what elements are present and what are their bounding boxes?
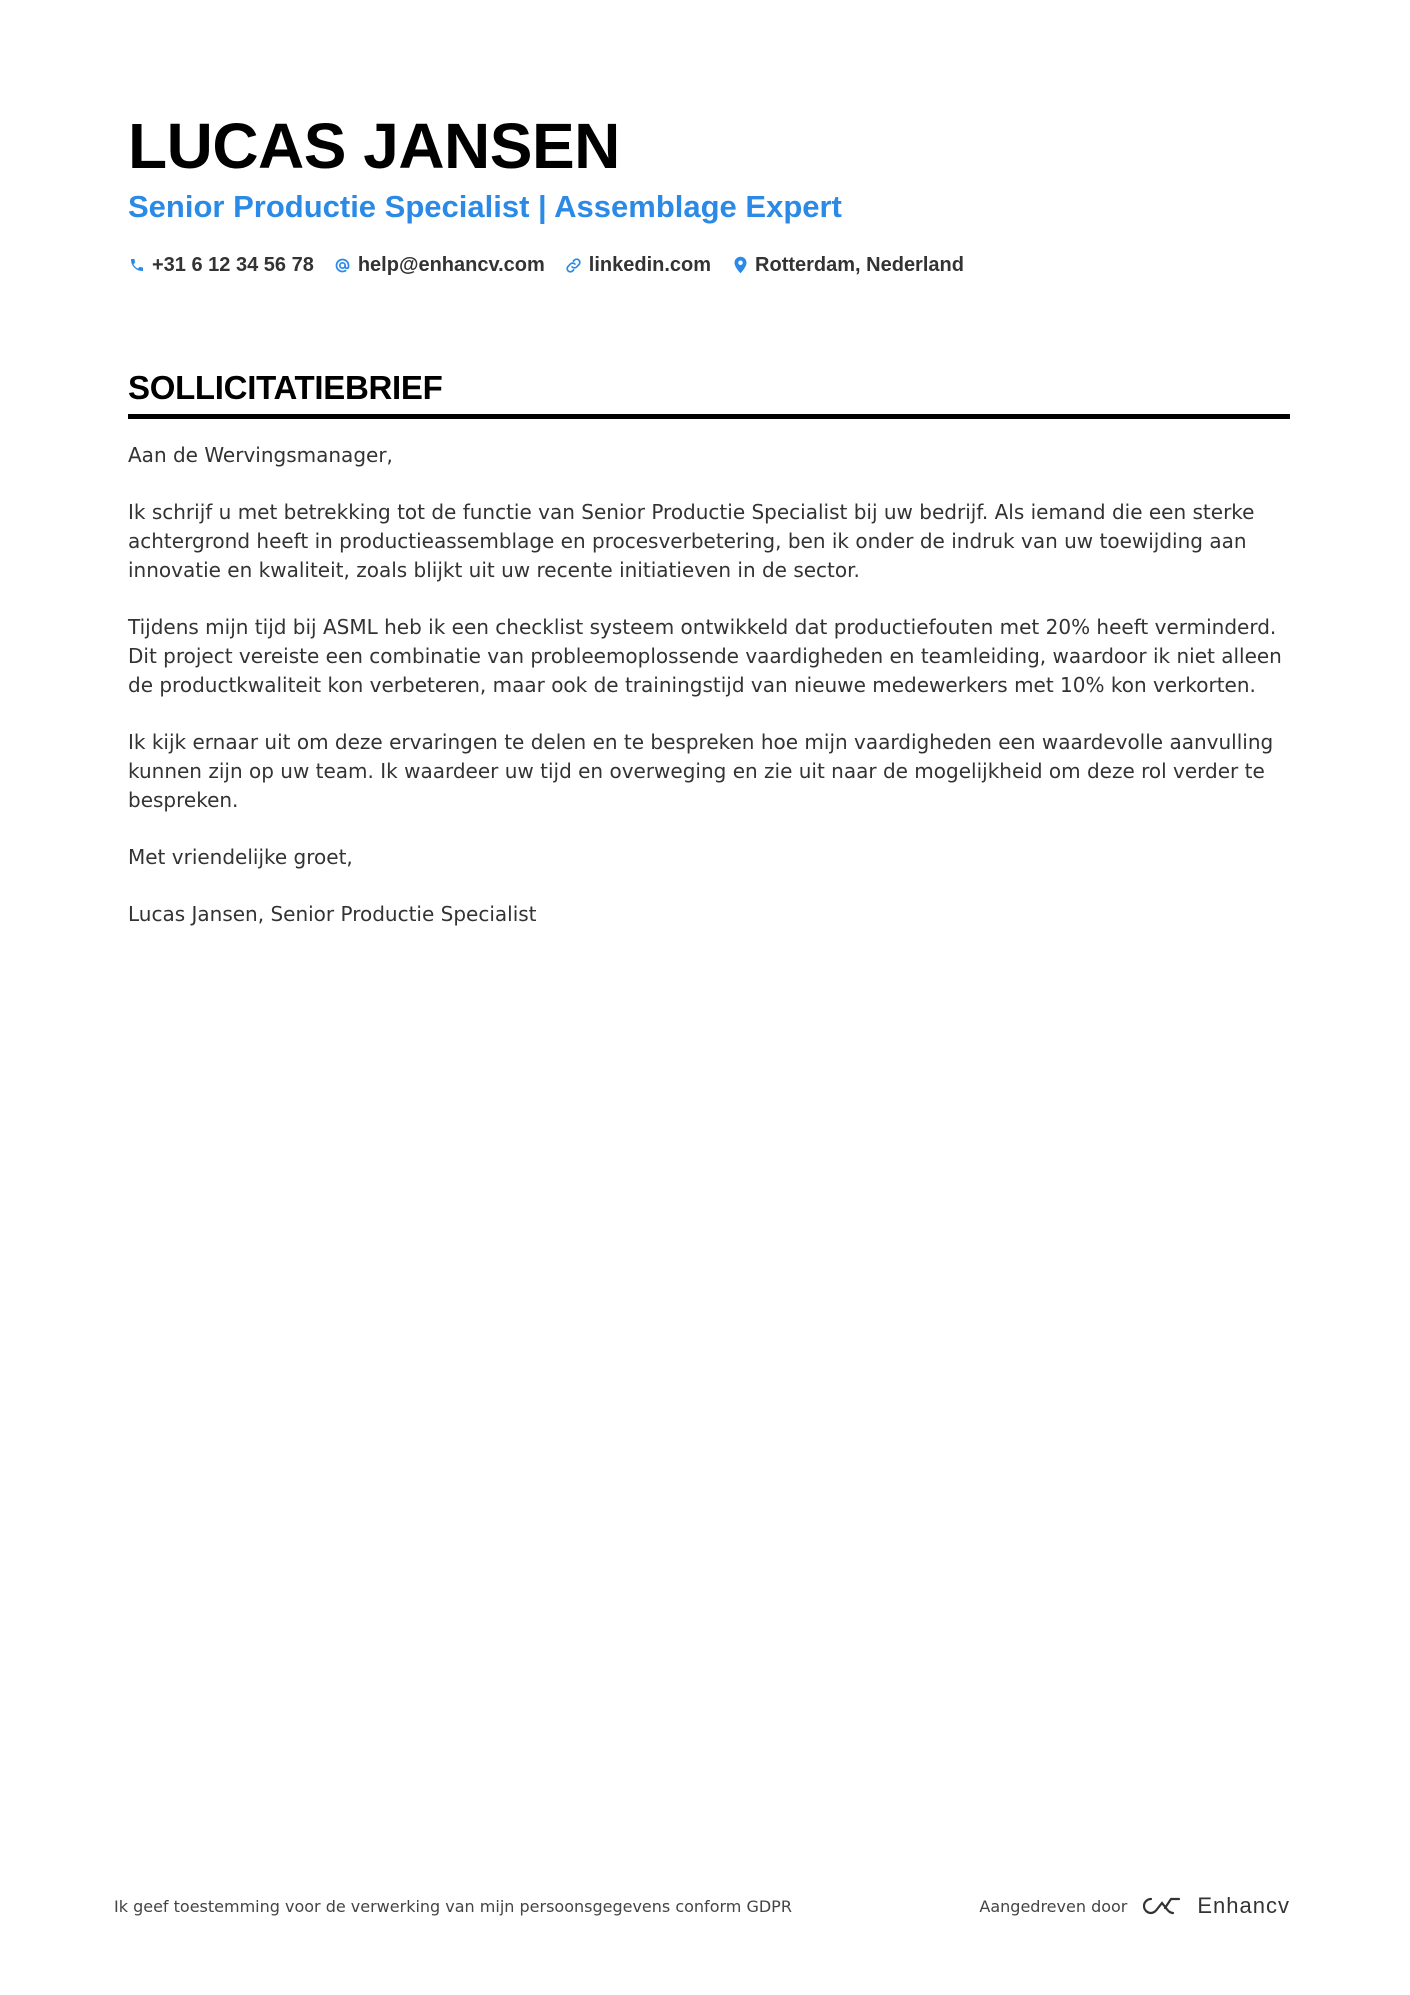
candidate-name: LUCAS JANSEN: [128, 110, 620, 182]
location-text: Rotterdam, Nederland: [755, 253, 964, 276]
letter-salutation: Aan de Wervingsmanager,: [128, 443, 393, 467]
contact-location: [731, 254, 964, 277]
contact-phone: [128, 254, 314, 277]
email-text: help@enhancv.com: [357, 253, 545, 276]
powered-by-text: Aangedreven door: [979, 1896, 1128, 1916]
letter-closing: Met vriendelijke groet,: [128, 845, 353, 869]
location-pin-icon: [731, 256, 749, 274]
at-icon: [334, 256, 352, 274]
powered-by: [979, 1893, 1290, 1919]
letter-paragraph-1: Ik schrijf u met betrekking tot de functie van Senior Productie Specialist bij uw bedrijf. Als iemand die een sterke achtergrond heeft in productieassemblage en procesverbetering, ben ik onder de indruk van uw toewijding aan innovatie en kwaliteit, zoals blijkt uit uw recente initiatieven in de sector.: [128, 500, 1255, 582]
letter-signature: Lucas Jansen, Senior Productie Specialist: [128, 902, 537, 926]
section-title: SOLLICITATIEBRIEF: [128, 369, 443, 406]
page-footer: [114, 1886, 1290, 1926]
letter-paragraph-3: Ik kijk ernaar uit om deze ervaringen te delen en te bespreken hoe mijn vaardigheden een waardevolle aanvulling kunnen zijn op uw team. Ik waardeer uw tijd en overweging en zie uit naar de mogelijkheid om deze rol verder te bespreken.: [128, 730, 1274, 812]
cover-letter-section: [128, 366, 1290, 957]
link-icon: [565, 256, 583, 274]
contact-linkedin: [565, 254, 711, 277]
letter-paragraph-2: Tijdens mijn tijd bij ASML heb ik een checklist systeem ontwikkeld dat productiefouten met 20% heeft verminderd. Dit project vereiste een combinatie van probleemoplossende vaardigheden en teamleiding, waardoor ik niet alleen de productkwaliteit kon verbeteren, maar ook de trainingstijd van nieuwe medewerkers met 10% kon verkorten.: [128, 615, 1282, 697]
section-divider: [128, 414, 1290, 419]
contact-email: [334, 254, 545, 277]
letter-body: [128, 441, 1290, 929]
phone-text: +31 6 12 34 56 78: [152, 253, 314, 276]
linkedin-text: linkedin.com: [588, 253, 712, 276]
enhancv-logo-icon: [1139, 1894, 1185, 1918]
resume-header: [128, 108, 1288, 280]
gdpr-consent-text: Ik geef toestemming voor de verwerking van mijn persoonsgegevens conform GDPR: [114, 1896, 792, 1916]
phone-icon: [128, 256, 146, 274]
enhancv-brand-name: Enhancv: [1197, 1893, 1290, 1918]
candidate-headline: Senior Productie Specialist | Assemblage Expert: [128, 189, 842, 224]
contact-info: [128, 250, 1288, 280]
